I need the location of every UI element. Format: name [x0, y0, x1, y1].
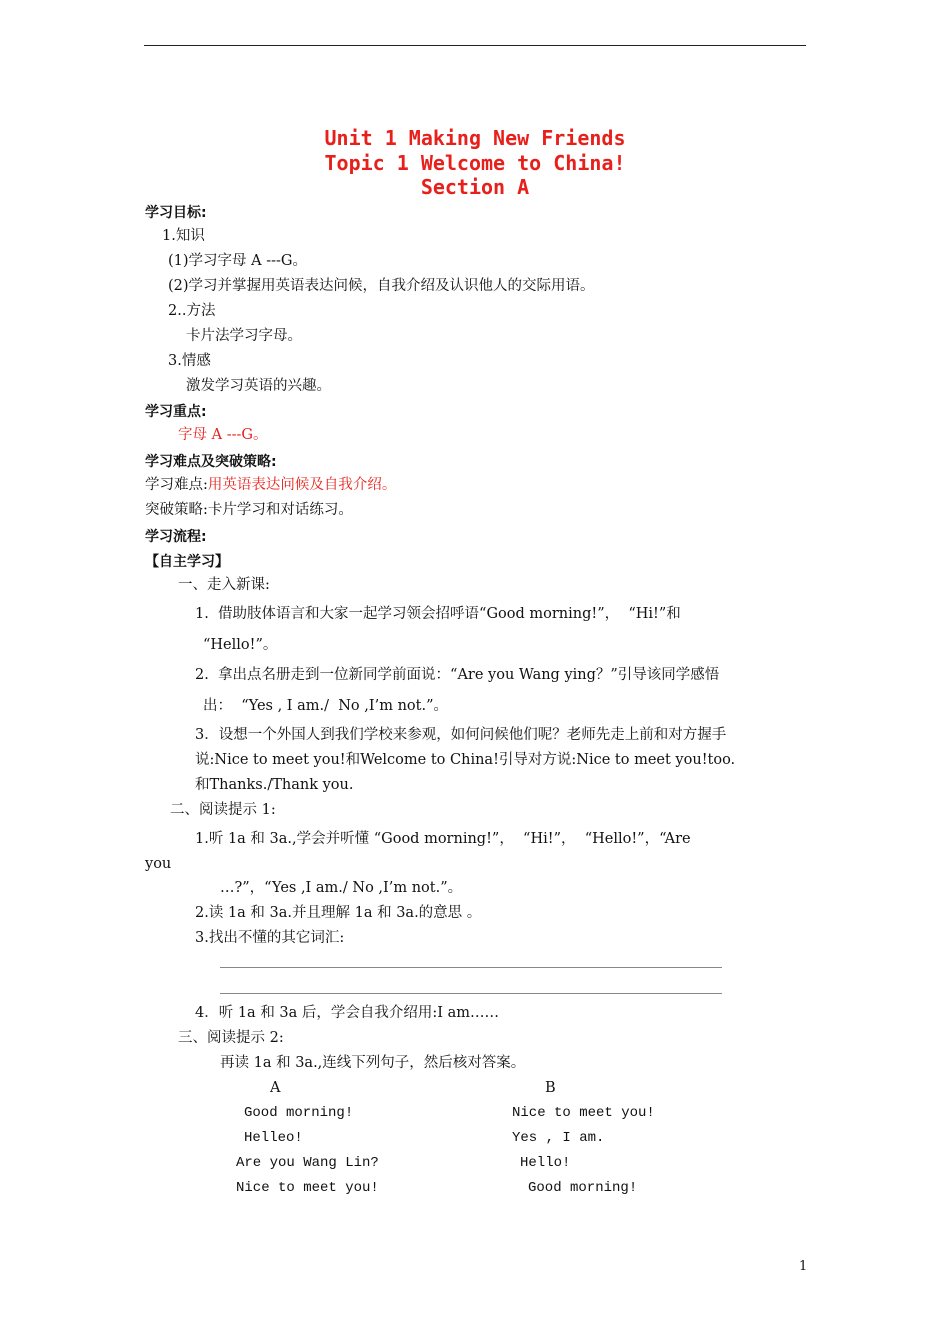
key-points-heading: 学习重点: [145, 404, 207, 420]
section2-item3: 3.找出不懂的其它词汇: [195, 930, 345, 946]
section1-item3-a: 3．设想一个外国人到我们学校来参观，如何问候他们呢？老师先走上前和对方握手 [195, 727, 727, 743]
column-a-header: A [270, 1080, 281, 1096]
objective-emotion: 3.情感 [168, 353, 211, 369]
difficulty-line1 [145, 475, 396, 495]
section2-item2: 2.读 1a 和 3a.并且理解 1a 和 3a.的意思 。 [195, 905, 482, 921]
section2-item1-a: 1.听 1a 和 3a.,学会并听懂 “Good morning!”， “Hi!”， “Hello!”，“Are [195, 831, 691, 847]
section3-title: 三、阅读提示 2: [178, 1030, 284, 1046]
section1-item1-a: 1. 借助肢体语言和大家一起学习领会招呼语“Good morning!”， “Hi!”和 [195, 606, 681, 622]
section2-item1-c: …?”，“Yes ,I am./ No ,I’m not.”。 [220, 880, 463, 896]
column-b-item: Hello! [520, 1155, 571, 1171]
section1-title: 一、走入新课: [178, 577, 270, 593]
section2-item4: 4．听 1a 和 3a 后，学会自我介绍用:I am…… [195, 1005, 500, 1021]
section1-item3-c: 和Thanks./Thank you. [195, 777, 354, 793]
column-a-item: Nice to meet you! [236, 1180, 379, 1196]
section1-item2-b: 出： “Yes , I am./ No ,I’m not.”。 [203, 698, 448, 714]
objective-emotion-text: 激发学习英语的兴趣。 [186, 378, 331, 394]
page-number: 1 [799, 1259, 808, 1274]
objective-knowledge: 1.知识 [162, 228, 205, 244]
answer-line-2[interactable] [220, 993, 722, 994]
self-study-heading: 【自主学习】 [145, 554, 229, 570]
column-a-item: Are you Wang Lin? [236, 1155, 379, 1171]
objective-k2: (2)学习并掌握用英语表达问候，自我介绍及认识他人的交际用语。 [168, 278, 595, 294]
difficulty-line2: 突破策略:卡片学习和对话练习。 [145, 502, 353, 518]
difficulty-label: 学习难点: [145, 477, 208, 493]
column-a-item: Helleo! [244, 1130, 303, 1146]
column-b-item: Nice to meet you! [512, 1105, 655, 1121]
objectives-heading: 学习目标: [145, 205, 207, 221]
objective-method-text: 卡片法学习字母。 [186, 328, 302, 344]
process-heading: 学习流程: [145, 529, 207, 545]
column-b-item: Good morning! [528, 1180, 638, 1196]
section2-title: 二、阅读提示 1: [170, 802, 276, 818]
section1-item2-a: 2. 拿出点名册走到一位新同学前面说：“Are you Wang ying？”引导该同学感悟 [195, 667, 720, 683]
header-rule [144, 45, 806, 46]
section1-item1-b: “Hello!”。 [203, 637, 278, 653]
section-title: Section A [420, 175, 530, 199]
answer-line-1[interactable] [220, 967, 722, 968]
key-points-text: 字母 A ---G。 [178, 427, 268, 443]
section2-item1-b: you [145, 856, 172, 872]
section1-item3-b: 说:Nice to meet you!和Welcome to China!引导对方说:Nice to meet you!too. [195, 752, 736, 768]
topic-title: Topic 1 Welcome to China! [324, 151, 626, 175]
difficulty-heading: 学习难点及突破策略: [145, 454, 277, 470]
difficulty-text: 用英语表达问候及自我介绍。 [207, 477, 397, 493]
objective-k1: (1)学习字母 A ---G。 [168, 253, 308, 269]
column-b-header: B [545, 1080, 556, 1096]
column-a-item: Good morning! [244, 1105, 354, 1121]
objective-method: 2..方法 [168, 303, 216, 319]
column-b-item: Yes , I am. [512, 1130, 605, 1146]
unit-title: Unit 1 Making New Friends [324, 126, 626, 150]
section3-instruction: 再读 1a 和 3a.,连线下列句子，然后核对答案。 [220, 1055, 526, 1071]
